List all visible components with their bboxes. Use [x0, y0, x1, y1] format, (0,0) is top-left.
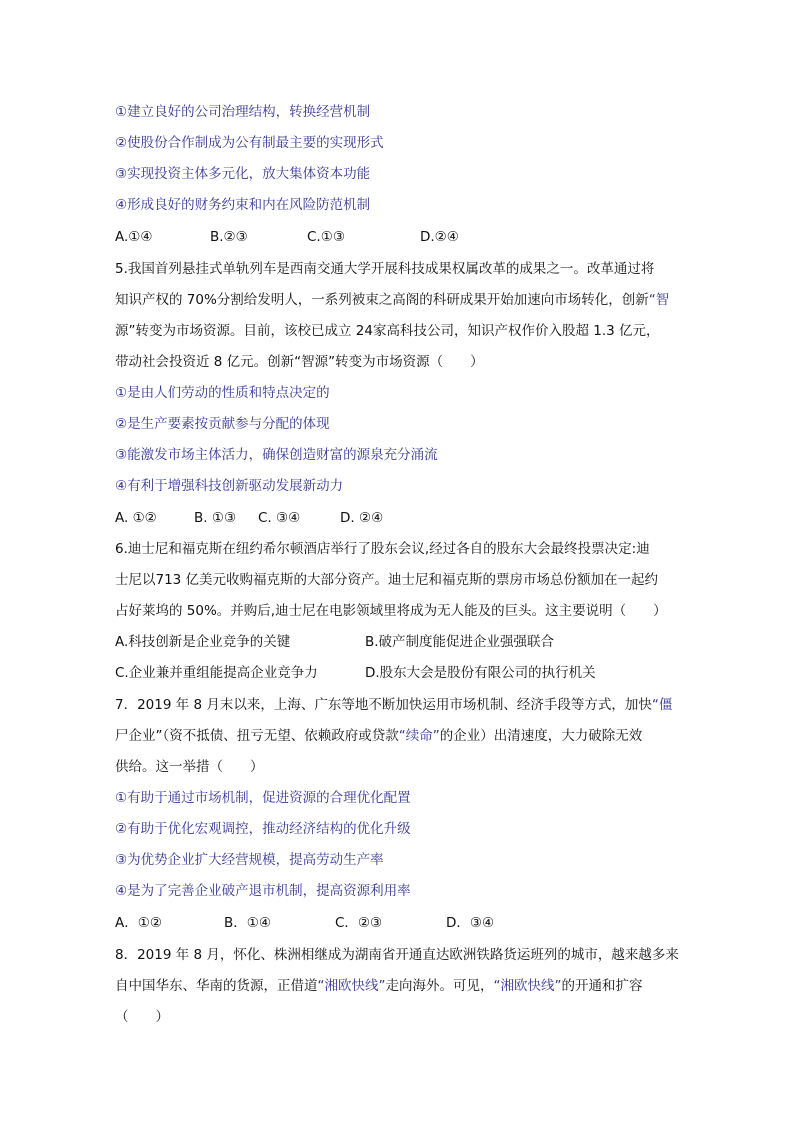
- q4-item-3: ③实现投资主体多元化，放大集体资本功能: [115, 166, 371, 182]
- q6-option-d: D.股东大会是股份有限公司的执行机关: [365, 665, 596, 681]
- q5-option-d: D. ②④: [340, 510, 384, 526]
- q6-stem-line-3: 占好莱坞的 50%。并购后,迪士尼在电影领域里将成为无人能及的巨头。这主要说明（ ）: [115, 603, 667, 619]
- q7-option-c: C．②③: [335, 915, 383, 931]
- q6-stem-line-2: 士尼以713 亿美元收购福克斯的大部分资产。迪士尼和福克斯的票房市场总份额加在一起约: [115, 572, 659, 588]
- q5-option-a: A. ①②: [115, 510, 157, 526]
- q6-stem-line-1: 6.迪士尼和福克斯在纽约希尔顿酒店举行了股东会议,经过各自的股东大会最终投票决定:迪: [115, 541, 650, 557]
- q4-option-a: A.①④: [115, 229, 153, 245]
- q7-stem-line-2-text-a: 尸企业”（资不抵债、扭亏无望、依赖政府或贷款: [115, 728, 399, 744]
- q7-item-2: ②有助于优化宏观调控，推动经济结构的优化升级: [115, 821, 411, 837]
- q8-stem-line-2-quote-1: “湘欧快线”: [317, 978, 386, 994]
- q4-item-4: ④形成良好的财务约束和内在风险防范机制: [115, 197, 371, 213]
- q5-option-b: B. ①③: [194, 510, 237, 526]
- q5-stem-line-2: [115, 291, 669, 309]
- q8-stem-line-1: 8．2019 年 8 月，怀化、株洲相继成为湖南省开通直达欧洲铁路货运班列的城市，越来越多来: [115, 947, 679, 963]
- q4-option-b: B.②③: [210, 229, 248, 245]
- q7-item-1: ①有助于通过市场机制，促进资源的合理优化配置: [115, 790, 411, 806]
- q5-option-c: C. ③④: [258, 510, 301, 526]
- q7-item-4: ④是为了完善企业破产退市机制，提高资源利用率: [115, 883, 411, 899]
- q7-item-3: ③为优势企业扩大经营规模，提高劳动生产率: [115, 852, 384, 868]
- q8-stem-line-2-text-c: 的开通和扩容: [561, 978, 643, 994]
- q8-stem-line-2-quote-2: “湘欧快线”: [493, 978, 562, 994]
- q4-item-1: ①建立良好的公司治理结构，转换经营机制: [115, 104, 371, 120]
- q7-stem-line-1: [115, 696, 672, 714]
- q5-stem-line-2-quote: “智: [648, 292, 670, 308]
- q7-option-a: A．①②: [115, 915, 162, 931]
- q7-stem-line-2-quote: “续命”: [398, 728, 440, 744]
- q8-stem-line-2-text-a: 自中国华东、华南的货源，正借道: [115, 978, 318, 994]
- q7-stem-line-2: [115, 727, 642, 745]
- q6-option-b: B.破产制度能促进企业强强联合: [365, 634, 555, 650]
- q5-stem-line-2-text: 知识产权的 70%分割给发明人，一系列被束之高阁的科研成果开始加速向市场转化，创新: [115, 292, 649, 308]
- q5-item-1: ①是由人们劳动的性质和特点决定的: [115, 385, 330, 401]
- q4-option-c: C.①③: [307, 229, 345, 245]
- q8-stem-line-3: （ ）: [115, 1009, 169, 1025]
- q5-item-3: ③能激发市场主体活力，确保创造财富的源泉充分涌流: [115, 447, 438, 463]
- q7-stem-line-1-text: 7．2019 年 8 月末以来，上海、广东等地不断加快运用市场机制、经济手段等方式，加快: [115, 697, 652, 713]
- q5-stem-line-4: 带动社会投资近 8 亿元。创新“智源”转变为市场资源（ ）: [115, 354, 484, 370]
- q5-item-2: ②是生产要素按贡献参与分配的体现: [115, 416, 330, 432]
- q6-option-c: C.企业兼并重组能提高企业竞争力: [115, 665, 318, 681]
- q5-stem-line-3: 源”转变为市场资源。目前，该校已成立 24家高科技公司，知识产权作价入股超 1.3 亿元，: [115, 323, 660, 339]
- q6-option-a: A.科技创新是企业竞争的关键: [115, 634, 291, 650]
- q4-item-2: ②使股份合作制成为公有制最主要的实现形式: [115, 135, 384, 151]
- q7-stem-line-1-quote: “僵: [651, 697, 673, 713]
- q7-option-d: D．③④: [446, 915, 495, 931]
- q8-stem-line-2-text-b: 走向海外。可见，: [385, 978, 494, 994]
- q7-option-b: B．①④: [224, 915, 271, 931]
- q7-stem-line-2-text-b: 的企业）出清速度，大力破除无效: [439, 728, 643, 744]
- q5-item-4: ④有利于增强科技创新驱动发展新动力: [115, 478, 344, 494]
- q5-stem-line-1: 5.我国首列悬挂式单轨列车是西南交通大学开展科技成果权属改革的成果之一。改革通过将: [115, 261, 655, 277]
- q7-stem-line-3: 供给。这一举措（ ）: [115, 759, 264, 775]
- q4-option-d: D.②④: [420, 229, 459, 245]
- q8-stem-line-2: [115, 977, 643, 995]
